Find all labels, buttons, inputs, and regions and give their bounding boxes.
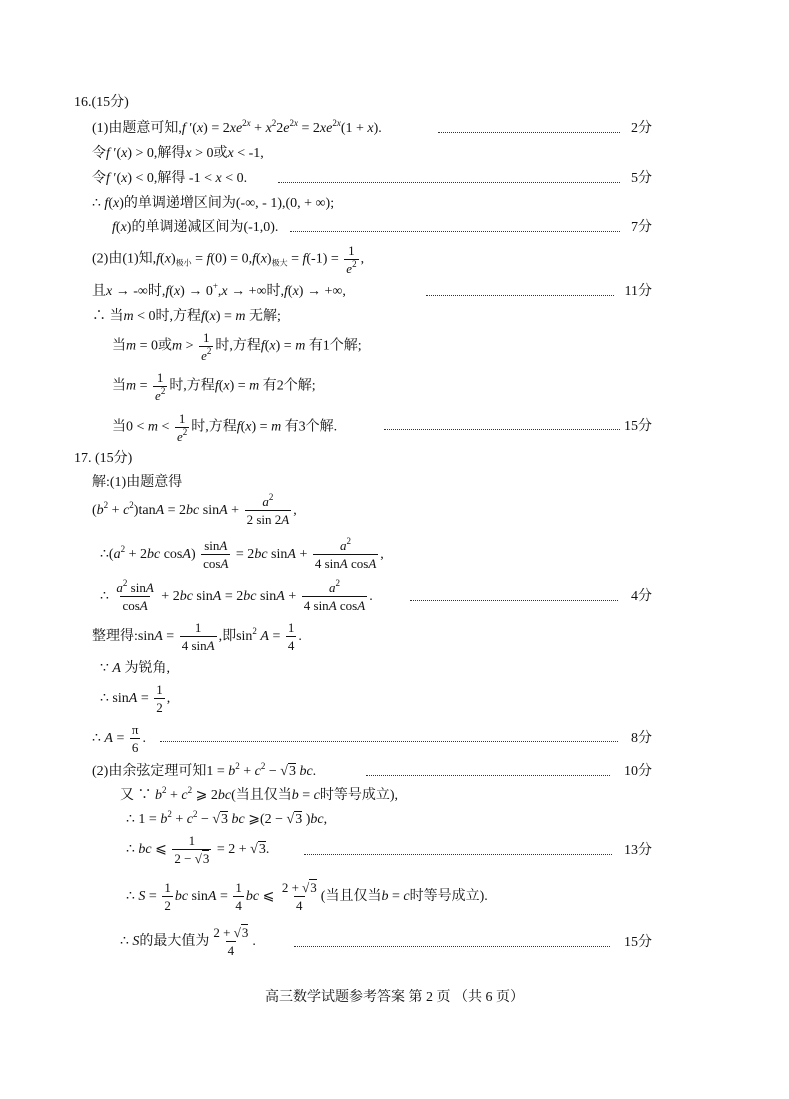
q16-points-15: 15分 xyxy=(624,419,652,434)
q17-line-3: ∴ $\frac{a^2 \sin A}{\cos A}$ + 2bc sinA = 2bc sinA + $\frac{a^2}{\text{4 sinA cosA}}$ . xyxy=(100,578,373,614)
q17-line-10: ∴ $1 = b^2 + c^2 - √3$ bc ⩾(2 − √3 )bc, xyxy=(126,809,328,827)
q16-header: 16.(15分) xyxy=(74,95,129,110)
q16-line-11: 当0 < m < $\frac{1}{e^2}$ 时,方程f(x) = m 有3个解. xyxy=(112,411,338,444)
leader-dots xyxy=(410,600,618,601)
q16-points-11: 11分 xyxy=(624,284,652,299)
leader-dots xyxy=(426,295,614,296)
q17-line-9: 又 ∵ $b^2 + c^2$ ⩾ 2bc(当且仅当b = c时等号成立), xyxy=(120,785,399,803)
q16-line-5: f(x)的单调递减区间为(-1,0). xyxy=(112,220,279,235)
q16-line-4: ∴ f(x)的单调递增区间为(-∞, - 1),(0, + ∞); xyxy=(92,196,335,211)
q17-intro: 解:(1)由题意得 xyxy=(92,475,183,490)
q17-header: 17. (15分) xyxy=(74,451,133,466)
q16-line-7: 且x → -∞时,f(x) → 0+,x → +∞时,f(x) → +∞, xyxy=(92,281,346,299)
q17-line-8: (2)由余弦定理可知$1 = b^2 + c^2 - √3$ bc. xyxy=(92,761,317,779)
q16-line-1: (1)由题意可知,f $'(x) = 2xe^{2x} + x^22e^{2x} = 2xe^{2x}(1 + x)$. xyxy=(92,118,382,136)
leader-dots xyxy=(366,775,610,776)
q17-line-12: ∴ S = $\frac{1}{2}$ bc sinA = $\frac{1}{4}$ bc ⩽ $\frac{2 + √3}{4}$ (当且仅当b = c时等号成立). xyxy=(126,880,488,914)
leader-dots xyxy=(438,132,620,133)
q17-points-13: 13分 xyxy=(624,843,652,858)
q16-points-2: 2分 xyxy=(631,121,652,136)
leader-dots xyxy=(278,182,620,183)
q16-line-2: 令f ′(x) > 0,解得x > 0或x < -1, xyxy=(92,146,264,161)
q17-line-13: ∴ S的最大值为 $\frac{2 + √3}{4}$ . xyxy=(120,925,256,959)
q16-points-7: 7分 xyxy=(631,220,652,235)
q17-line-2: $\therefore(a^2 + 2bc$ cosA) $\frac{\sin A}{\cos A}$ = 2bc sinA + $\frac{a^2}{\text{4 sinA cosA}}$ , xyxy=(100,536,384,572)
q17-line-11: ∴ bc ⩽ $\frac{1}{2 - √3}$ = 2 + √3. xyxy=(126,833,270,867)
leader-dots xyxy=(304,854,612,855)
q17-points-15: 15分 xyxy=(624,935,652,950)
leader-dots xyxy=(160,741,618,742)
leader-dots xyxy=(294,946,610,947)
q16-line-10: 当m = $\frac{1}{e^2}$ 时,方程f(x) = m 有2个解; xyxy=(112,370,316,403)
q17-line-4: 整理得:sinA = $\frac{1}{4 \sin A}$ ,即$\sin^2 A$ = $\frac{1}{4}$ . xyxy=(92,620,302,654)
q17-points-10: 10分 xyxy=(624,764,652,779)
q17-line-1: $(b^2 + c^2)\tan A = 2bc$ sinA + $\frac{a^2}{2 \sin 2A}$ , xyxy=(92,492,297,528)
q17-line-5: ∵ A 为锐角, xyxy=(100,661,170,676)
q17-line-7: ∴ A = $\frac{\pi}{6}$ . xyxy=(92,722,146,756)
q16-line-8: ∴ 当m < 0时,方程f(x) = m 无解; xyxy=(92,309,281,324)
leader-dots xyxy=(290,231,620,232)
q16-points-5: 5分 xyxy=(631,171,652,186)
q17-points-8: 8分 xyxy=(631,731,652,746)
q16-line-6: (2)由(1)知$,f(x)_{极小} = f(0) = 0,f(x)_{极大} = f(-1)$ = $\frac{1}{e^2}$ , xyxy=(92,243,365,276)
page-footer: 高三数学试题参考答案 第 2 页 （共 6 页） xyxy=(265,990,524,1005)
q16-line-3: 令f ′(x) < 0,解得 -1 < x < 0. xyxy=(92,171,248,186)
leader-dots xyxy=(384,429,620,430)
q16-line-9: 当m = 0或m > $\frac{1}{e^2}$ 时,方程f(x) = m 有1个解; xyxy=(112,330,362,363)
q17-points-4: 4分 xyxy=(631,589,652,604)
q17-line-6: ∴ sinA = $\frac{1}{2}$ , xyxy=(100,682,171,716)
